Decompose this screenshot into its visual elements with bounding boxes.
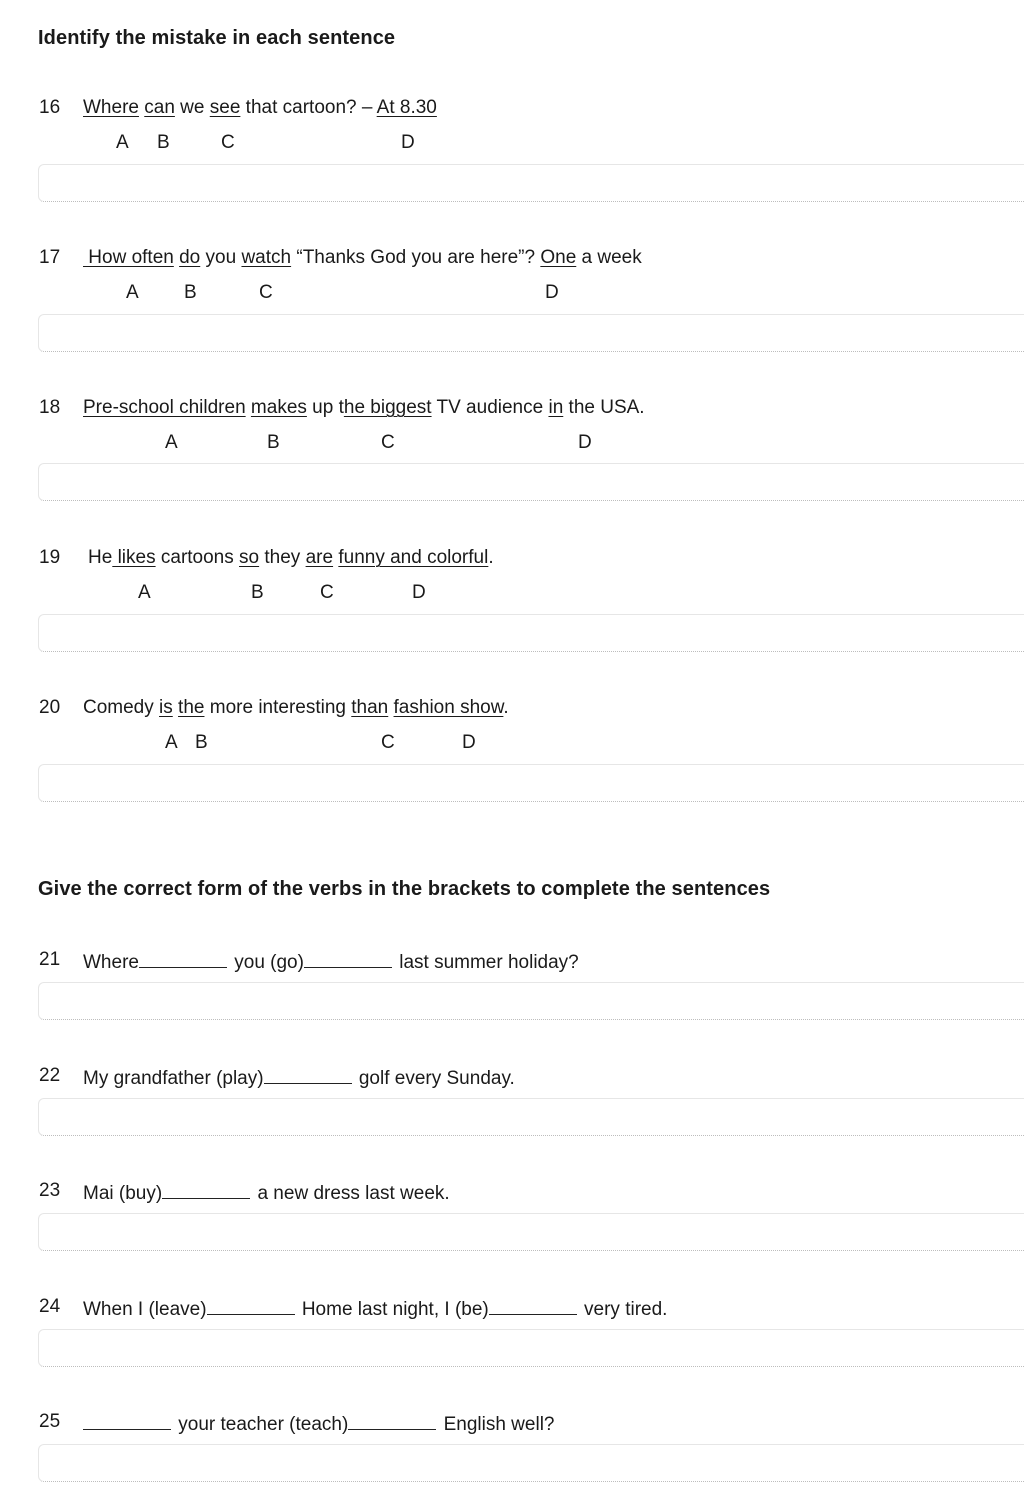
option-letter-a: A: [165, 732, 178, 753]
fill-blank-line: [304, 949, 392, 968]
underlined-segment: Where: [83, 97, 139, 118]
answer-field-22[interactable]: [38, 1098, 1024, 1136]
answer-field-17[interactable]: [38, 314, 1024, 352]
answer-field-25[interactable]: [38, 1444, 1024, 1482]
option-letter-d: D: [578, 432, 592, 453]
fill-blank-line: [207, 1296, 295, 1315]
sentence-segment: a week: [576, 247, 642, 268]
sentence-segment: My grandfather (play): [83, 1068, 264, 1089]
option-letter-a: A: [138, 582, 151, 603]
option-letter-d: D: [462, 732, 476, 753]
option-letter-a: A: [165, 432, 178, 453]
question-number: 21: [39, 949, 61, 970]
question-sentence: [83, 397, 645, 419]
question-sentence: [83, 97, 437, 119]
option-letter-c: C: [259, 282, 273, 303]
option-letter-c: C: [320, 582, 334, 603]
underlined-segment: see: [209, 97, 241, 118]
underlined-segment: likes: [112, 547, 156, 568]
underlined-segment: Pre-school children: [83, 397, 246, 418]
option-letter-b: B: [251, 582, 264, 603]
question-sentence: [83, 1065, 515, 1090]
sentence-segment: your teacher (teach): [173, 1414, 349, 1435]
sentence-segment: English well?: [438, 1414, 555, 1435]
question-number: 20: [39, 697, 61, 718]
underlined-segment: than: [351, 697, 389, 718]
option-letter-b: B: [157, 132, 170, 153]
sentence-segment: golf every Sunday.: [353, 1068, 515, 1089]
underlined-segment: watch: [241, 247, 292, 268]
sentence-segment: Where: [83, 952, 139, 973]
question-number: 18: [39, 397, 61, 418]
fill-blank-line: [264, 1065, 352, 1084]
answer-field-24[interactable]: [38, 1329, 1024, 1367]
underlined-segment: do: [179, 247, 201, 268]
sentence-segment: Home last night, I (be): [296, 1299, 489, 1320]
sentence-segment: more interesting: [204, 697, 352, 718]
option-letter-b: B: [267, 432, 280, 453]
fill-blank-line: [162, 1180, 250, 1199]
question-number: 16: [39, 97, 61, 118]
option-letter-c: C: [221, 132, 235, 153]
option-letter-c: C: [381, 432, 395, 453]
answer-field-18[interactable]: [38, 463, 1024, 501]
question-number: 19: [39, 547, 61, 568]
question-sentence: [88, 547, 494, 569]
sentence-segment: that cartoon? –: [240, 97, 377, 118]
sentence-segment: last summer holiday?: [393, 952, 579, 973]
answer-field-20[interactable]: [38, 764, 1024, 802]
sentence-segment: cartoons: [155, 547, 240, 568]
option-letter-d: D: [412, 582, 426, 603]
sentence-segment: up t: [306, 397, 344, 418]
sentence-segment: you (go): [228, 952, 304, 973]
sentence-segment: .: [503, 697, 509, 718]
question-sentence: [83, 1296, 667, 1321]
answer-field-23[interactable]: [38, 1213, 1024, 1251]
option-letter-c: C: [381, 732, 395, 753]
sentence-segment: .: [488, 547, 494, 568]
underlined-segment: At 8.30: [376, 97, 437, 118]
question-sentence: [83, 247, 642, 269]
sentence-segment: TV audience: [431, 397, 549, 418]
sentence-segment: a new dress last week.: [252, 1183, 450, 1204]
underlined-segment: is: [159, 697, 173, 718]
option-letter-a: A: [126, 282, 139, 303]
underlined-segment: are: [305, 547, 334, 568]
question-sentence: [83, 949, 579, 974]
answer-field-16[interactable]: [38, 164, 1024, 202]
fill-blank-line: [348, 1411, 436, 1430]
question-sentence: [83, 697, 509, 719]
sentence-segment: Comedy: [83, 697, 160, 718]
underlined-segment: he biggest: [343, 397, 432, 418]
question-number: 17: [39, 247, 61, 268]
sentence-segment: the USA.: [563, 397, 645, 418]
underlined-segment: can: [144, 97, 175, 118]
sentence-segment: He: [88, 547, 113, 568]
fill-blank-line: [139, 949, 227, 968]
sentence-segment: you: [200, 247, 242, 268]
underlined-segment: How often: [83, 247, 174, 268]
underlined-segment: so: [239, 547, 260, 568]
sentence-segment: When I (leave): [83, 1299, 207, 1320]
underlined-segment: the: [178, 697, 205, 718]
sentence-segment: we: [174, 97, 210, 118]
option-letter-a: A: [116, 132, 129, 153]
underlined-segment: makes: [250, 397, 307, 418]
question-number: 24: [39, 1296, 61, 1317]
question-number: 25: [39, 1411, 61, 1432]
question-sentence: [83, 1180, 450, 1205]
question-number: 22: [39, 1065, 61, 1086]
fill-blank-line: [83, 1411, 171, 1430]
question-sentence: [83, 1411, 554, 1436]
question-number: 23: [39, 1180, 61, 1201]
underlined-segment: funny and colorful: [338, 547, 489, 568]
fill-blank-line: [489, 1296, 577, 1315]
underlined-segment: fashion show: [393, 697, 504, 718]
sentence-segment: Mai (buy): [83, 1183, 163, 1204]
section-2-title: Give the correct form of the verbs in the brackets to complete the sentences: [38, 878, 771, 900]
option-letter-d: D: [545, 282, 559, 303]
underlined-segment: in: [548, 397, 564, 418]
option-letter-d: D: [401, 132, 415, 153]
option-letter-b: B: [184, 282, 197, 303]
answer-field-21[interactable]: [38, 982, 1024, 1020]
sentence-segment: “Thanks God you are here”?: [291, 247, 541, 268]
underlined-segment: One: [540, 247, 577, 268]
sentence-segment: very tired.: [578, 1299, 668, 1320]
sentence-segment: they: [259, 547, 306, 568]
answer-field-19[interactable]: [38, 614, 1024, 652]
option-letter-b: B: [195, 732, 208, 753]
section-1-title: Identify the mistake in each sentence: [38, 27, 396, 49]
